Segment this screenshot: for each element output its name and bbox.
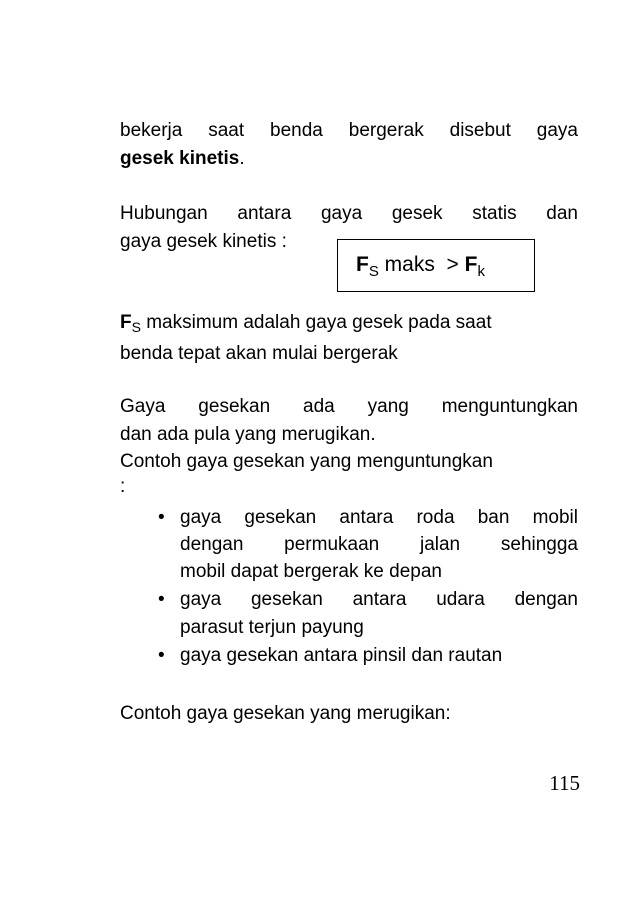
paragraph-line: benda tepat akan mulai bergerak — [120, 343, 398, 364]
list-item-line: gaya gesekan antara pinsil dan rautan — [180, 645, 503, 666]
period: . — [239, 148, 245, 169]
paragraph-line: Hubungan antara gaya gesek statis dan — [120, 203, 578, 224]
formula-box — [337, 239, 535, 292]
list-item-line: gaya gesekan antara udara dengan — [180, 589, 578, 610]
formula — [356, 251, 485, 281]
fk-subscript: k — [477, 263, 485, 280]
list-item-line: gaya gesekan antara roda ban mobil — [180, 507, 578, 528]
paragraph-line: Contoh gaya gesekan yang menguntungkan — [120, 451, 493, 472]
paragraph-line: gaya gesek kinetis : — [120, 231, 287, 252]
bullet-icon: • — [158, 645, 165, 666]
paragraph-line: bekerja saat benda bergerak disebut gaya — [120, 120, 578, 141]
page-number: 115 — [549, 771, 580, 795]
term-gesek-kinetis: gesek kinetis — [120, 148, 240, 169]
list-item-line: parasut terjun payung — [180, 617, 364, 638]
paragraph-line — [120, 310, 578, 336]
paragraph-text: maksimum adalah gaya gesek pada saat — [140, 312, 492, 333]
paragraph-line: Contoh gaya gesekan yang merugikan: — [120, 703, 451, 724]
paragraph-line: dan ada pula yang merugikan. — [120, 424, 376, 445]
paragraph-line: Gaya gesekan ada yang menguntungkan — [120, 396, 578, 417]
fs-symbol: F — [356, 253, 369, 276]
bullet-icon: • — [158, 589, 165, 610]
fk-symbol: F — [464, 253, 478, 276]
list-item-line: dengan permukaan jalan sehingga — [180, 534, 578, 555]
list-item-line: mobil dapat bergerak ke depan — [180, 561, 442, 582]
formula-maks: maks > — [378, 253, 465, 276]
fs-symbol: F — [120, 312, 132, 333]
bullet-icon: • — [158, 507, 165, 528]
fs-subscript: S — [368, 263, 379, 280]
fs-subscript: S — [131, 319, 141, 335]
paragraph-line: : — [120, 476, 126, 497]
paragraph-line — [120, 146, 578, 172]
